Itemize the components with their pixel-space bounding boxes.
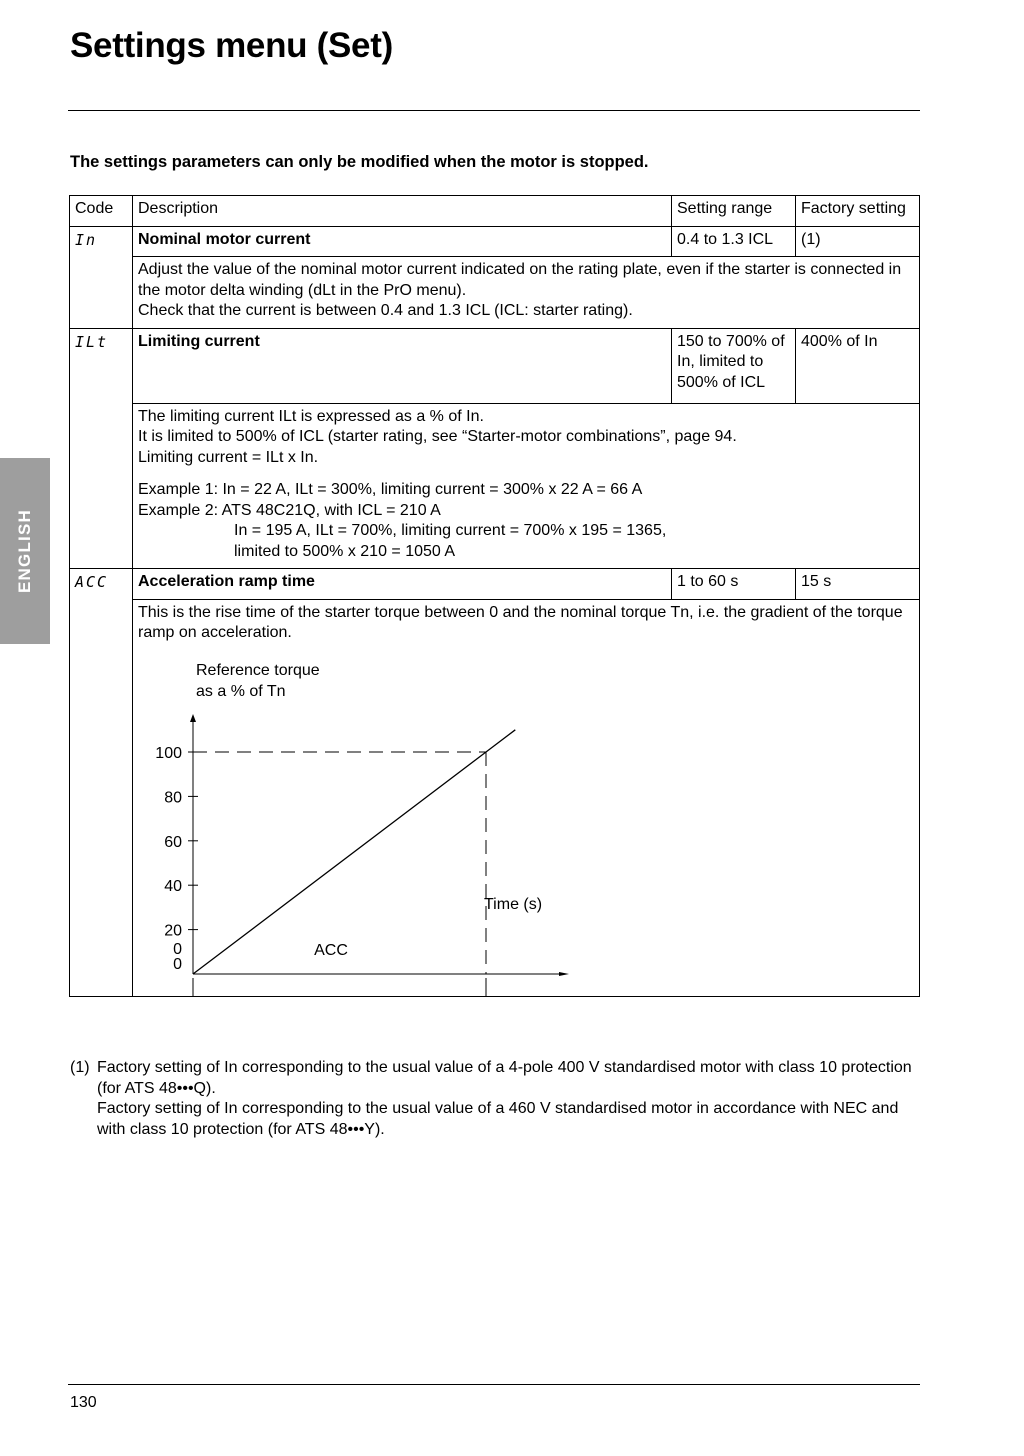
- footnote-mark: (1): [70, 1059, 90, 1076]
- param-range: 150 to 700% of In, limited to 500% of ICL: [672, 328, 796, 403]
- param-detail: [133, 403, 920, 569]
- footer-divider: [68, 1384, 920, 1385]
- y-tick-label: 60: [164, 833, 182, 851]
- code-acc: ACC: [75, 573, 109, 591]
- y-tick-label: 0: [173, 955, 182, 973]
- param-detail: [133, 257, 920, 329]
- detail-text: Check that the current is between 0.4 and 1.3 ICL (ICL: starter rating).: [138, 302, 633, 319]
- example-text: Example 2: ATS 48C21Q, with ICL = 210 A: [138, 501, 441, 519]
- footnote-text: Factory setting of In corresponding to the usual value of a 4-pole 400 V standardised motor with class 10 protection (for ATS 48•••Q).: [97, 1059, 912, 1097]
- example-text: In = 195 A, ILt = 700%, limiting current = 700% x 195 = 1365,: [234, 522, 667, 539]
- example-text: limited to 500% x 210 = 1050 A: [234, 542, 456, 560]
- header-description: Description: [133, 196, 672, 227]
- detail-text: Adjust the value of the nominal motor current indicated on the rating plate, even if the starter is connected in the motor delta winding (dLt in the PrO menu).: [138, 261, 902, 299]
- y-axis-arrow: [190, 714, 196, 722]
- x-axis-arrow: [559, 972, 569, 976]
- param-detail: [133, 599, 920, 996]
- param-factory: 400% of In: [796, 328, 920, 403]
- x-axis-label: Time (s): [484, 895, 543, 913]
- param-range: 0.4 to 1.3 ICL: [672, 226, 796, 257]
- torque-chart: [138, 644, 914, 996]
- y-tick-label: 100: [155, 744, 182, 762]
- page-subtitle: The settings parameters can only be modified when the motor is stopped.: [70, 153, 649, 171]
- param-name: Acceleration ramp time: [133, 569, 672, 600]
- table-row-detail: [70, 599, 920, 996]
- acc-interval-label: ACC: [314, 941, 348, 959]
- y-tick-label: 20: [164, 922, 182, 940]
- language-tab-label: ENGLISH: [15, 509, 34, 593]
- detail-text: The limiting current ILt is expressed as a % of In.: [138, 407, 484, 425]
- title-divider: [68, 110, 920, 111]
- torque-ramp-line: [193, 729, 515, 973]
- table-row-detail: [70, 257, 920, 329]
- header-factory: Factory setting: [796, 196, 920, 227]
- y-axis-label: as a % of Tn: [196, 682, 286, 700]
- page-title: Settings menu (Set): [70, 26, 393, 65]
- table-row: [70, 226, 920, 257]
- table-row: [70, 328, 920, 403]
- footnote: [70, 1058, 930, 1140]
- header-range: Setting range: [672, 196, 796, 227]
- code-ilt: ILt: [75, 332, 109, 351]
- torque-chart-svg: [138, 644, 918, 996]
- y-tick-label: 80: [164, 788, 182, 806]
- footnote-text: Factory setting of In corresponding to the usual value of a 460 V standardised motor in accordance with NEC and with class 10 protection (for ATS 48•••Y).: [97, 1100, 899, 1138]
- y-axis-label: Reference torque: [196, 661, 320, 679]
- param-name: Nominal motor current: [133, 226, 672, 257]
- y-tick-label: 40: [164, 877, 182, 895]
- language-tab: [0, 458, 50, 644]
- table-header-row: [70, 196, 920, 227]
- param-name: Limiting current: [133, 328, 672, 403]
- param-range: 1 to 60 s: [672, 569, 796, 600]
- table-row: [70, 569, 920, 600]
- table-row-detail: [70, 403, 920, 569]
- detail-text: It is limited to 500% of ICL (starter rating, see “Starter-motor combinations”, page 94.: [138, 428, 737, 445]
- header-code: Code: [70, 196, 133, 227]
- example-text: Example 1: In = 22 A, ILt = 300%, limiting current = 300% x 22 A = 66 A: [138, 481, 643, 498]
- detail-text: This is the rise time of the starter torque between 0 and the nominal torque Tn, i.e. the gradient of the torque ramp on acceleration.: [138, 603, 903, 641]
- code-in: In: [75, 230, 98, 249]
- code-cell: [70, 569, 133, 997]
- param-factory: 15 s: [796, 569, 920, 600]
- detail-text: Limiting current = ILt x In.: [138, 448, 319, 466]
- page-number: 130: [70, 1394, 97, 1411]
- param-factory: (1): [796, 226, 920, 257]
- code-cell: [70, 328, 133, 569]
- x-origin-label: 0: [173, 940, 182, 958]
- code-cell: [70, 226, 133, 328]
- settings-table: [69, 195, 920, 997]
